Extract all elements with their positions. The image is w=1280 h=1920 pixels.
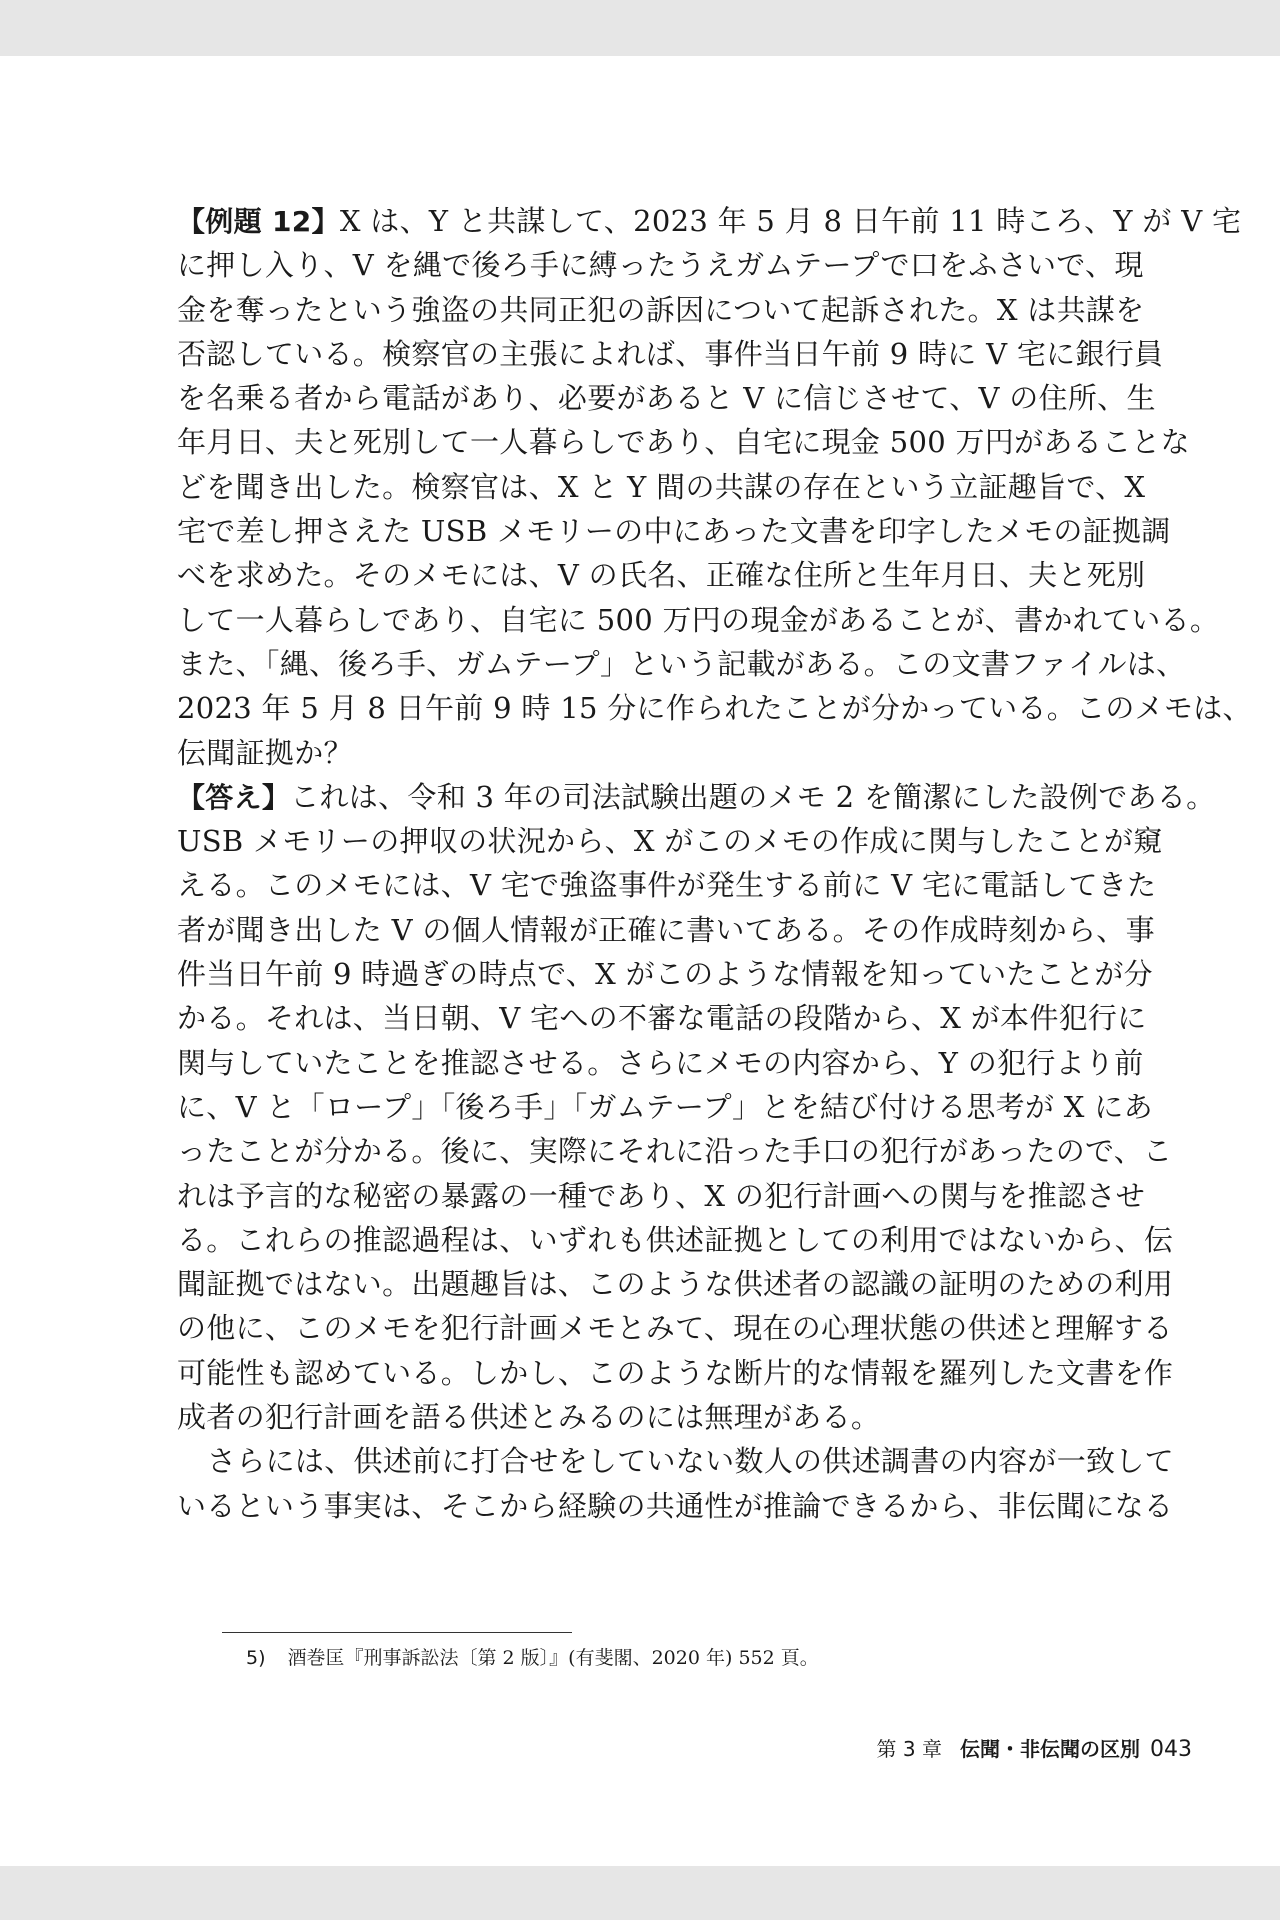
- text-line: 伝聞証拠か？: [177, 735, 353, 770]
- text-line: さらには、供述前に打合せをしていない数人の供述調書の内容が一致して: [207, 1444, 1174, 1479]
- example-label: 【例題 12】: [177, 205, 340, 238]
- text-line: 宅で差し押さえた USB メモリーの中にあった文書を印字したメモの証拠調: [177, 514, 1171, 549]
- text-line: どを聞き出した。検察官は、X と Y 間の共謀の存在という立証趣旨で、X: [177, 469, 1146, 504]
- chapter-label: 第 3 章: [876, 1737, 942, 1761]
- text-line: に、V と「ロープ」「後ろ手」「ガムテープ」とを結び付ける思考が X にあ: [177, 1089, 1153, 1124]
- body-text: [177, 199, 1252, 1528]
- text-line: ったことが分かる。後に、実際にそれに沿った手口の犯行があったので、こ: [177, 1134, 1173, 1169]
- text-line: べを求めた。そのメモには、V の氏名、正確な住所と生年月日、夫と死別: [177, 558, 1146, 593]
- footnote-number: 5): [246, 1647, 266, 1669]
- footnote-divider: [222, 1632, 572, 1633]
- text-line: いるという事実は、そこから経験の共通性が推論できるから、非伝聞になる: [177, 1488, 1174, 1523]
- text-line: れは予言的な秘密の暴露の一種であり、X の犯行計画への関与を推認させ: [177, 1178, 1146, 1213]
- text-line: 成者の犯行計画を語る供述とみるのには無理がある。: [177, 1400, 881, 1435]
- book-page: [0, 56, 1280, 1866]
- text-line: USB メモリーの押収の状況から、X がこのメモの作成に関与したことが窺: [177, 824, 1163, 859]
- text-line: 金を奪ったという強盗の共同正犯の訴因について起訴された。X は共謀を: [177, 292, 1145, 327]
- text-line: 聞証拠ではない。出題趣旨は、このような供述者の認識の証明のための利用: [177, 1267, 1174, 1302]
- text-line: の他に、このメモを犯行計画メモとみて、現在の心理状態の供述と理解する: [177, 1311, 1173, 1346]
- text-line: に押し入り、V を縄で後ろ手に縛ったうえガムテープで口をふさいで、現: [177, 248, 1144, 283]
- text-line: 否認している。検察官の主張によれば、事件当日午前 9 時に V 宅に銀行員: [177, 336, 1164, 371]
- chapter-title: 伝聞・非伝聞の区別: [960, 1737, 1140, 1761]
- text-line: 年月日、夫と死別して一人暮らしであり、自宅に現金 500 万円があることな: [177, 425, 1190, 460]
- text-line: る。これらの推認過程は、いずれも供述証拠としての利用ではないから、伝: [177, 1222, 1174, 1257]
- footnote-text: 酒巻匡『刑事訴訟法〔第 2 版〕』(有斐閣、2020 年) 552 頁。: [287, 1647, 819, 1669]
- page-number: 043: [1150, 1737, 1192, 1762]
- text-line: して一人暮らしであり、自宅に 500 万円の現金があることが、書かれている。: [177, 602, 1220, 637]
- footnote: [246, 1645, 819, 1671]
- text-line: また、「縄、後ろ手、ガムテープ」という記載がある。この文書ファイルは、: [177, 646, 1186, 681]
- text-line: かる。それは、当日朝、V 宅への不審な電話の段階から、X が本件犯行に: [177, 1001, 1147, 1036]
- text-line: 関与していたことを推認させる。さらにメモの内容から、Y の犯行より前: [177, 1045, 1144, 1080]
- text-line: 【答え】これは、令和 3 年の司法試験出題のメモ 2 を簡潔にした設例である。: [177, 779, 1216, 814]
- answer-label: 【答え】: [177, 780, 291, 814]
- running-footer: [877, 1735, 1192, 1764]
- text-line: える。このメモには、V 宅で強盗事件が発生する前に V 宅に電話してきた: [177, 868, 1157, 903]
- text-line: 可能性も認めている。しかし、このような断片的な情報を羅列した文書を作: [177, 1355, 1174, 1390]
- text-line: 【例題 12】X は、Y と共謀して、2023 年 5 月 8 日午前 11 時ころ、Y が V 宅: [177, 204, 1242, 238]
- text-line: 件当日午前 9 時過ぎの時点で、X がこのような情報を知っていたことが分: [177, 957, 1153, 992]
- text-line: 者が聞き出した V の個人情報が正確に書いてある。その作成時刻から、事: [177, 912, 1155, 947]
- text-line: を名乗る者から電話があり、必要があると V に信じさせて、V の住所、生: [177, 381, 1156, 416]
- text-line: 2023 年 5 月 8 日午前 9 時 15 分に作られたことが分かっている。このメモは、: [177, 691, 1252, 726]
